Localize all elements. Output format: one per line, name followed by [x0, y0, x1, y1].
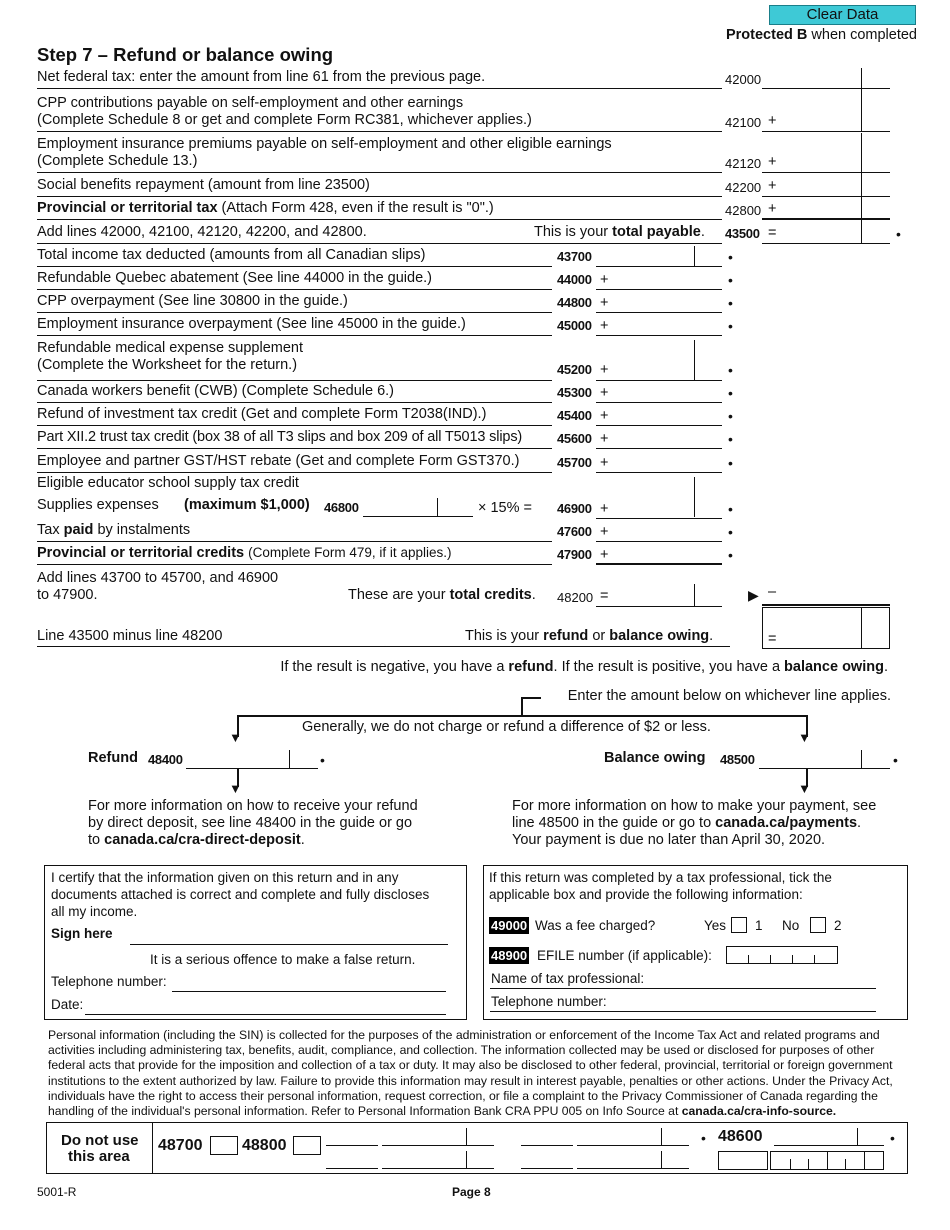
certify-text-3: all my income.	[51, 904, 138, 919]
rob-or: or	[592, 628, 606, 644]
rob-balance: balance owing	[609, 628, 710, 644]
tax-professional-name-field[interactable]	[490, 988, 876, 989]
line-45700-code: 45700	[557, 455, 592, 470]
rob-refund: refund	[543, 628, 589, 644]
direct-deposit-link[interactable]: canada.ca/cra-direct-deposit	[104, 832, 301, 848]
yes-label: Yes	[704, 918, 727, 933]
line-47900-label	[37, 545, 451, 561]
line-44000-label: Refundable Quebec abatement (See line 44000 in the guide.)	[37, 270, 433, 286]
form-number: 5001-R	[37, 1185, 77, 1199]
line-45700-input[interactable]	[596, 472, 722, 473]
line-42100-label-1: CPP contributions payable on self-employment and other earnings	[37, 95, 464, 111]
neg-pre: If the result is negative, you have a	[280, 659, 505, 675]
rob-pre: This is your	[465, 628, 540, 644]
line-47600-bold: paid	[63, 522, 94, 538]
protected-suffix: when completed	[811, 27, 917, 43]
line-42200-code: 42200	[725, 180, 762, 195]
line-42120-label-2: (Complete Schedule 13.)	[37, 153, 198, 169]
line-45600-code: 45600	[557, 431, 592, 446]
line-48800-code: 48800	[242, 1137, 287, 1154]
line-45200-label-2: (Complete the Worksheet for the return.)	[37, 357, 298, 373]
balance-info-3: Your payment is due no later than April 30, 2020.	[512, 832, 826, 848]
line-48500-code: 48500	[720, 752, 755, 767]
line-43500-minus-label: Line 43500 minus line 48200	[37, 628, 223, 644]
total-credits-pre: These are your	[348, 587, 446, 603]
line-43700-code: 43700	[557, 249, 592, 264]
line-43500-input[interactable]	[762, 243, 890, 244]
protected-label	[726, 27, 917, 43]
refund-info-3-pre: to	[88, 832, 101, 848]
refund-info-1: For more information on how to receive your refund	[88, 798, 418, 814]
step-title: Step 7 – Refund or balance owing	[37, 44, 334, 65]
line-42800-label-bold: Provincial or territorial tax	[37, 200, 218, 216]
line-45000-code: 45000	[557, 318, 592, 333]
total-payable-label: This is your total payable.	[534, 224, 705, 240]
supplies-max-label: (maximum $1,000)	[184, 497, 310, 513]
refund-or-balance-label: This is your refund or balance owing.	[465, 628, 714, 644]
line-45300-code: 45300	[557, 385, 592, 400]
line-45400-code: 45400	[557, 408, 592, 423]
line-42000-label: Net federal tax: enter the amount from line 61 from the previous page.	[37, 69, 486, 85]
privacy-notice	[48, 1028, 914, 1119]
office-box-a[interactable]	[718, 1151, 768, 1170]
fee-yes-checkbox[interactable]	[731, 917, 747, 933]
arrow-down-icon: ▼	[798, 730, 811, 745]
line-49000-code: 49000	[491, 918, 528, 933]
line-42800-code: 42800	[725, 203, 762, 218]
refund-info-3: to canada.ca/cra-direct-deposit.	[88, 832, 305, 848]
line-45300-input[interactable]	[596, 402, 722, 403]
result-explanation: If the result is negative, you have a refund. If the result is positive, you have a balance owing.	[280, 659, 888, 675]
line-45400-label: Refund of investment tax credit (Get and complete Form T2038(IND).)	[37, 406, 487, 422]
efile-label: EFILE number (if applicable):	[537, 948, 712, 963]
balance-info-2: line 48500 in the guide or go to canada.ca/payments.	[512, 815, 862, 831]
line-42100-code: 42100	[725, 115, 762, 130]
line-47900-bold: Provincial or territorial credits	[37, 545, 245, 561]
line-47600-label	[37, 522, 190, 538]
certify-text-1: I certify that the information given on this return and in any	[51, 870, 399, 885]
line-48200-input[interactable]	[596, 606, 722, 607]
preparer-telephone-label: Telephone number:	[491, 994, 607, 1009]
line-47600-code: 47600	[557, 524, 592, 539]
line-48800-box[interactable]	[293, 1136, 321, 1155]
arrow-right-icon: ▶	[748, 587, 759, 603]
balance-info-2-pre: line 48500 in the guide or go to	[512, 815, 712, 831]
line-48200-code: 48200	[557, 590, 594, 605]
line-43500-label: Add lines 42000, 42100, 42120, 42200, and 42800.	[37, 224, 367, 240]
line-48400-code: 48400	[148, 752, 183, 767]
pos-pre: . If the result is positive, you have a	[553, 659, 781, 675]
line-43500-code: 43500	[725, 226, 760, 241]
no-label: No	[782, 918, 800, 933]
do-not-use-label-2: this area	[68, 1148, 130, 1165]
line-47900-rest: (Complete Form 479, if it applies.)	[248, 545, 452, 560]
supplies-expenses-label: Supplies expenses	[37, 497, 159, 513]
payments-link[interactable]: canada.ca/payments	[715, 815, 858, 831]
telephone-label: Telephone number:	[51, 974, 167, 989]
line-46800-input[interactable]	[363, 516, 473, 517]
fee-charged-label: Was a fee charged?	[535, 918, 656, 933]
line-48200-carry-input[interactable]	[762, 604, 890, 606]
protected-b: Protected B	[725, 27, 808, 43]
tax-professional-name-label: Name of tax professional:	[491, 971, 645, 986]
line-42100-label-2: (Complete Schedule 8 or get and complete Form RC381, whichever applies.)	[37, 112, 532, 128]
signature-field[interactable]	[130, 944, 448, 945]
line-43700-input[interactable]	[596, 266, 722, 267]
line-46900-code: 46900	[557, 501, 592, 516]
efile-number-input[interactable]	[726, 946, 838, 964]
line-44800-code: 44800	[557, 295, 592, 310]
do-not-use-label-1: Do not use	[61, 1132, 139, 1149]
line-44800-label: CPP overpayment (See line 30800 in the guide.)	[37, 293, 348, 309]
line-42200-input[interactable]	[762, 196, 890, 197]
refund-input[interactable]	[186, 768, 318, 769]
certify-text-2: documents attached is correct and complete and fully discloses	[51, 887, 430, 902]
total-payable-bold: total payable	[612, 224, 701, 240]
offence-warning: It is a serious offence to make a false return.	[150, 952, 416, 967]
line-48200-label-1: Add lines 43700 to 45700, and 46900	[37, 570, 279, 586]
line-47600-post: by instalments	[97, 522, 191, 538]
total-credits-bold: total credits	[449, 587, 532, 603]
line-48600-code: 48600	[718, 1128, 763, 1145]
page-number: Page 8	[452, 1185, 491, 1199]
fee-no-checkbox[interactable]	[810, 917, 826, 933]
line-45600-input[interactable]	[596, 448, 722, 449]
balance-owing-input[interactable]	[759, 768, 890, 769]
line-46900-input[interactable]	[596, 518, 722, 519]
refund-info-2: by direct deposit, see line 48400 in the guide or go	[88, 815, 413, 831]
line-42100-input[interactable]	[762, 131, 890, 132]
clear-data-button[interactable]: Clear Data	[769, 5, 916, 25]
preparer-text-1: If this return was completed by a tax professional, tick the	[489, 870, 832, 885]
line-42800-label-rest: (Attach Form 428, even if the result is "0".)	[221, 200, 494, 216]
line-45000-label: Employment insurance overpayment (See line 45000 in the guide.)	[37, 316, 466, 332]
line-44000-code: 44000	[557, 272, 592, 287]
line-45400-input[interactable]	[596, 425, 722, 426]
line-42800-label	[37, 200, 494, 216]
balance-info-1: For more information on how to make your payment, see	[512, 798, 877, 814]
line-45200-code: 45200	[557, 362, 592, 377]
line-44800-input[interactable]	[596, 312, 722, 313]
balance-owing-label: Balance owing	[604, 750, 706, 766]
line-48900-code: 48900	[491, 948, 528, 963]
total-payable-pre: This is your	[534, 224, 609, 240]
line-42120-input[interactable]	[762, 172, 890, 173]
line-47600-input[interactable]	[596, 541, 722, 542]
info-source-link[interactable]: canada.ca/cra-info-source.	[681, 1104, 837, 1119]
line-43700-label: Total income tax deducted (amounts from all Canadian slips)	[37, 247, 426, 263]
line-42120-label-1: Employment insurance premiums payable on self-employment and other eligible earnings	[37, 136, 612, 152]
line-45700-label: Employee and partner GST/HST rebate (Get and complete Form GST370.)	[37, 453, 520, 469]
line-48200-label-2: to 47900.	[37, 587, 98, 603]
line-45300-label: Canada workers benefit (CWB) (Complete Schedule 6.)	[37, 383, 395, 399]
line-42800-input[interactable]	[762, 218, 890, 220]
arrow-down-icon: ▼	[229, 781, 242, 796]
line-42200-label: Social benefits repayment (amount from line 23500)	[37, 177, 370, 193]
neg-bold: refund	[508, 659, 554, 675]
line-44000-input[interactable]	[596, 289, 722, 290]
line-48700-box[interactable]	[210, 1136, 238, 1155]
date-label: Date:	[51, 997, 84, 1012]
line-47900-input[interactable]	[596, 563, 722, 565]
total-credits-label: These are your total credits.	[348, 587, 536, 603]
sign-here-label: Sign here	[51, 926, 113, 941]
no-number: 2	[834, 918, 842, 933]
telephone-field[interactable]	[172, 991, 446, 992]
preparer-telephone-field[interactable]	[490, 1011, 876, 1012]
line-47600-pre: Tax	[37, 522, 60, 538]
difference-note: Generally, we do not charge or refund a difference of $2 or less.	[302, 719, 711, 735]
enter-amount-note: Enter the amount below on whichever line applies.	[567, 688, 891, 704]
educator-credit-label: Eligible educator school supply tax credit	[37, 475, 299, 491]
percent-label: × 15% =	[478, 500, 533, 516]
line-47900-code: 47900	[557, 547, 592, 562]
line-45000-input[interactable]	[596, 335, 722, 336]
privacy-text: Personal information (including the SIN) is collected for the purposes of the administration or enforcement of the Income Tax Act and related programs and activities including administering tax, benefits, audit, compliance, and collection. The information collected may be used or disclosed for purposes of other federal acts that provide for the imposition and collection of a tax or duty. It may also be disclosed to other federal, provincial, territorial or foreign government institutions to the extent authorized by law. Failure to provide this information may result in interest payable, penalties or other actions. Under the Privacy Act, individuals have the right to access their personal information, request correction, or file a complaint to the Privacy Commissioner of Canada regarding the handling of the individual's personal information. Refer to Personal Information Bank CRA PPU 005 on Info Source at	[48, 1028, 893, 1119]
preparer-text-2: applicable box and provide the following information:	[489, 887, 803, 902]
line-46800-code: 46800	[324, 500, 359, 515]
line-42000-code: 42000	[725, 72, 762, 87]
refund-label: Refund	[88, 750, 138, 766]
line-48700-code: 48700	[158, 1137, 203, 1154]
date-field[interactable]	[85, 1014, 446, 1015]
arrow-down-icon: ▼	[798, 781, 811, 796]
line-48600-input[interactable]	[774, 1145, 884, 1146]
arrow-down-icon: ▼	[229, 730, 242, 745]
line-42120-code: 42120	[725, 156, 762, 171]
line-45200-input[interactable]	[596, 380, 722, 381]
refund-balance-box[interactable]	[762, 607, 890, 649]
line-45600-label: Part XII.2 trust tax credit (box 38 of all T3 slips and box 209 of all T5013 slips)	[37, 429, 523, 445]
line-42000-input[interactable]	[762, 88, 890, 89]
yes-number: 1	[755, 918, 763, 933]
line-45200-label-1: Refundable medical expense supplement	[37, 340, 304, 356]
pos-bold: balance owing	[784, 659, 884, 675]
